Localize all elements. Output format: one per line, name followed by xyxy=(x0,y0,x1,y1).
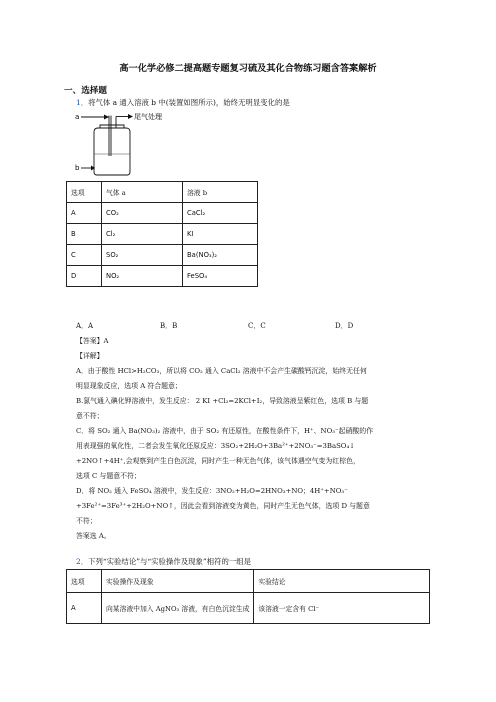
explanation-line: 选项 C 与题意不符； xyxy=(76,472,141,480)
table-header-row xyxy=(67,570,430,593)
explanation-line: 不符； xyxy=(76,517,97,525)
figure-label-a: a xyxy=(75,113,80,121)
question-number: 1． xyxy=(76,98,89,107)
explanation-line: A．由于酸性 HCl>H₂CO₃，所以将 CO₂ 通入 CaCl₂ 溶液中不会产生碳酸钙沉淀，始终无任何 xyxy=(76,367,367,375)
table-cell: D xyxy=(67,266,102,287)
table-cell: Ba(NO₃)₂ xyxy=(183,245,258,266)
question-number: 2． xyxy=(76,557,89,566)
table-cell: C xyxy=(67,245,102,266)
explanation-line: 用表现强的氧化性，二者会发生氧化还原反应：3SO₂+2H₂O+3Ba²⁺+2NO₃⁻=3BaSO₄↓ xyxy=(76,442,355,450)
header-cell: 气体 a xyxy=(102,182,183,203)
table-cell: Cl₂ xyxy=(102,224,183,245)
section-heading: 一、选择题 xyxy=(64,86,107,96)
gas-washing-bottle-figure xyxy=(74,108,184,178)
explanation-line: B.氯气通入碘化钾溶液中，发生反应： 2 KI +Cl₂=2KCl+I₂，导致溶液呈紫红色，选项 B 与题 xyxy=(76,397,369,405)
explanation-line: +3Fe²⁺=3Fe³⁺+2H₂O+NO↑，因此会看到溶液变为黄色，同时产生无色气体，选项 D 与题意 xyxy=(76,502,370,510)
inlet-tube xyxy=(104,116,109,156)
option-a: A．A xyxy=(76,322,94,330)
table-cell: 向某溶液中加入 AgNO₃ 溶液，有白色沉淀生成 xyxy=(102,593,254,624)
document-title: 高一化学必修二提高题专题复习硫及其化合物练习题含答案解析 xyxy=(119,63,377,74)
table-cell: A xyxy=(67,203,102,224)
table-cell: A xyxy=(67,593,102,624)
option-d: D．D xyxy=(335,322,354,330)
q2-experiment-table xyxy=(66,569,430,624)
question-2 xyxy=(76,556,251,567)
header-cell: 选项 xyxy=(67,570,102,593)
explanation-line: +2NO↑+4H⁺,会观察到产生白色沉淀，同时产生一种无色气体，该气体遇空气变为红棕色， xyxy=(76,457,360,465)
table-row xyxy=(67,266,258,287)
table-cell: B xyxy=(67,224,102,245)
table-cell: CO₂ xyxy=(102,203,183,224)
question-stem: 下列“实验结论”与“实验操作及现象”相符的一组是 xyxy=(88,557,252,566)
table-cell: 该溶液一定含有 Cl⁻ xyxy=(254,593,430,624)
table-cell: SO₂ xyxy=(102,245,183,266)
question-stem: 将气体 a 通入溶液 b 中(装置如图所示)，始终无明显变化的是 xyxy=(88,98,290,107)
outlet-arrowhead xyxy=(128,114,133,119)
option-c: C．C xyxy=(248,322,266,330)
detail-heading: 【详解】 xyxy=(76,352,104,360)
table-cell: CaCl₂ xyxy=(183,203,258,224)
header-cell: 实验操作及现象 xyxy=(102,570,254,593)
header-cell: 实验结论 xyxy=(254,570,430,593)
table-cell: FeSO₄ xyxy=(183,266,258,287)
table-row xyxy=(67,224,258,245)
table-row xyxy=(67,593,430,624)
table-row xyxy=(67,203,258,224)
header-cell: 溶液 b xyxy=(183,182,258,203)
option-b: B．B xyxy=(160,322,178,330)
table-header-row xyxy=(67,182,258,203)
explanation-line: 答案选 A。 xyxy=(76,532,111,540)
explanation-line: 意不符； xyxy=(76,412,104,420)
table-cell: NO₂ xyxy=(102,266,183,287)
question-1 xyxy=(76,97,290,108)
tail-gas-label: 尾气处理 xyxy=(134,113,162,121)
explanation-line: C．将 SO₂ 通入 Ba(NO₃)₂ 溶液中，由于 SO₂ 有还原性，在酸性条件下，H⁺、NO₃⁻起硝酸的作 xyxy=(76,427,374,435)
q1-options-table xyxy=(66,181,258,287)
table-row xyxy=(67,245,258,266)
table-cell: KI xyxy=(183,224,258,245)
bottle-body xyxy=(94,128,130,175)
answer: 【答案】A xyxy=(76,337,109,345)
explanation-line: 明显现象反应，选项 A 符合题意； xyxy=(76,382,182,390)
header-cell: 选项 xyxy=(67,182,102,203)
explanation-line: D．将 NO₂ 通入 FeSO₄ 溶液中，发生反应：3NO₂+H₂O=2HNO₃+NO；4H⁺+NO₃⁻ xyxy=(76,487,348,495)
figure-label-b: b xyxy=(75,164,80,172)
